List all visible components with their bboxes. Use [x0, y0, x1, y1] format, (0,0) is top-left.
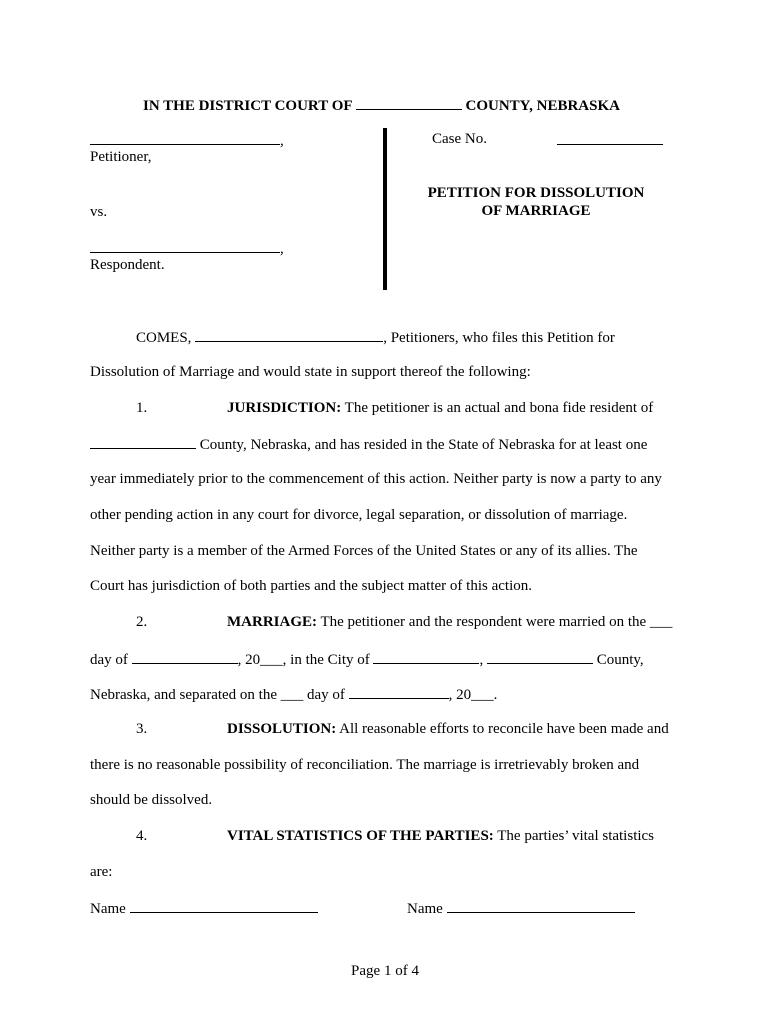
intro-after-blank: , Petitioners, who files this Petition for [383, 330, 615, 346]
section-2-number: 2. [136, 614, 148, 630]
marriage-month-blank[interactable] [132, 649, 238, 664]
name-blank-left[interactable] [130, 898, 318, 913]
case-no-line [557, 130, 663, 150]
marriage-city-comma: , [479, 652, 484, 668]
section-1-line2-text: County, Nebraska, and has resided in the State of Nebraska for at least one [196, 437, 648, 453]
marriage-year-text: , 20___, in the City of [237, 652, 370, 668]
court-heading-prefix: IN THE DISTRICT COURT OF [143, 98, 352, 114]
petitioners-blank[interactable] [195, 327, 383, 342]
marriage-city-blank[interactable] [373, 649, 479, 664]
petitioner-name-blank[interactable] [90, 130, 280, 145]
petitioner-line [90, 130, 284, 150]
name-label-right: Name [407, 901, 443, 917]
respondent-label: Respondent. [90, 257, 165, 273]
section-3-heading: DISSOLUTION: [227, 721, 337, 737]
section-1-line2 [90, 434, 647, 454]
resident-county-blank[interactable] [90, 434, 196, 449]
section-3-number: 3. [136, 721, 148, 737]
section-3-line1 [227, 720, 669, 738]
section-2-line1-text: The petitioner and the respondent were married on the ___ [317, 614, 673, 630]
name-blank-right[interactable] [447, 898, 635, 913]
name-label-left: Name [90, 901, 126, 917]
caption-divider [383, 128, 387, 290]
marriage-county-blank[interactable] [487, 649, 593, 664]
respondent-line [90, 238, 284, 258]
section-2-line2 [90, 649, 644, 669]
section-4-line2: are: [90, 864, 113, 880]
page-number: Page 1 of 4 [351, 963, 419, 979]
section-1-heading: JURISDICTION: [227, 400, 342, 416]
case-number-blank[interactable] [557, 130, 663, 145]
section-1-line1 [227, 399, 653, 417]
section-4-number: 4. [136, 828, 148, 844]
separation-month-blank[interactable] [349, 684, 449, 699]
respondent-comma: , [280, 241, 284, 257]
petitioner-comma: , [280, 133, 284, 149]
section-2-heading: MARRIAGE: [227, 614, 317, 630]
respondent-name-blank[interactable] [90, 238, 280, 253]
document-title-line2: OF MARRIAGE [481, 203, 591, 219]
section-3-line3: should be dissolved. [90, 792, 213, 808]
section-2-line3 [90, 684, 497, 704]
section-3-line1-text: All reasonable efforts to reconcile have been made and [336, 721, 669, 737]
section-1-line1-text: The petitioner is an actual and bona fide resident of [341, 400, 654, 416]
section-4-heading: VITAL STATISTICS OF THE PARTIES: [227, 828, 494, 844]
marriage-day-of: day of [90, 652, 128, 668]
section-1-number: 1. [136, 400, 148, 416]
petitioner-label: Petitioner, [90, 149, 152, 165]
section-1-line5: Neither party is a member of the Armed Forces of the United States or any of its allies. The [90, 543, 638, 559]
separated-text: Nebraska, and separated on the ___ day of [90, 687, 345, 703]
document-title-line1: PETITION FOR DISSOLUTION [427, 185, 645, 201]
intro-comes: COMES, [136, 330, 192, 346]
section-1-line4: other pending action in any court for divorce, legal separation, or dissolution of marriage. [90, 507, 628, 523]
section-1-line3: year immediately prior to the commencement of this action. Neither party is now a party to any [90, 471, 662, 487]
county-blank-line[interactable] [356, 95, 462, 110]
section-1-line6: Court has jurisdiction of both parties and the subject matter of this action. [90, 578, 532, 594]
marriage-county-text: County, [592, 652, 644, 668]
court-heading [143, 95, 620, 115]
section-3-line2: there is no reasonable possibility of reconciliation. The marriage is irretrievably broken and [90, 757, 640, 773]
name-field-left [90, 898, 318, 918]
section-2-line1 [227, 613, 672, 631]
section-4-line1-text: The parties’ vital statistics [493, 828, 655, 844]
intro-line2: Dissolution of Marriage and would state in support thereof the following: [90, 364, 531, 380]
intro-line1 [136, 327, 615, 347]
separation-year-text: , 20___. [448, 687, 498, 703]
name-field-right [407, 898, 635, 918]
section-4-line1 [227, 827, 654, 845]
vs-label: vs. [90, 204, 108, 220]
case-no-label: Case No. [432, 131, 487, 147]
court-heading-suffix: COUNTY, NEBRASKA [465, 98, 620, 114]
